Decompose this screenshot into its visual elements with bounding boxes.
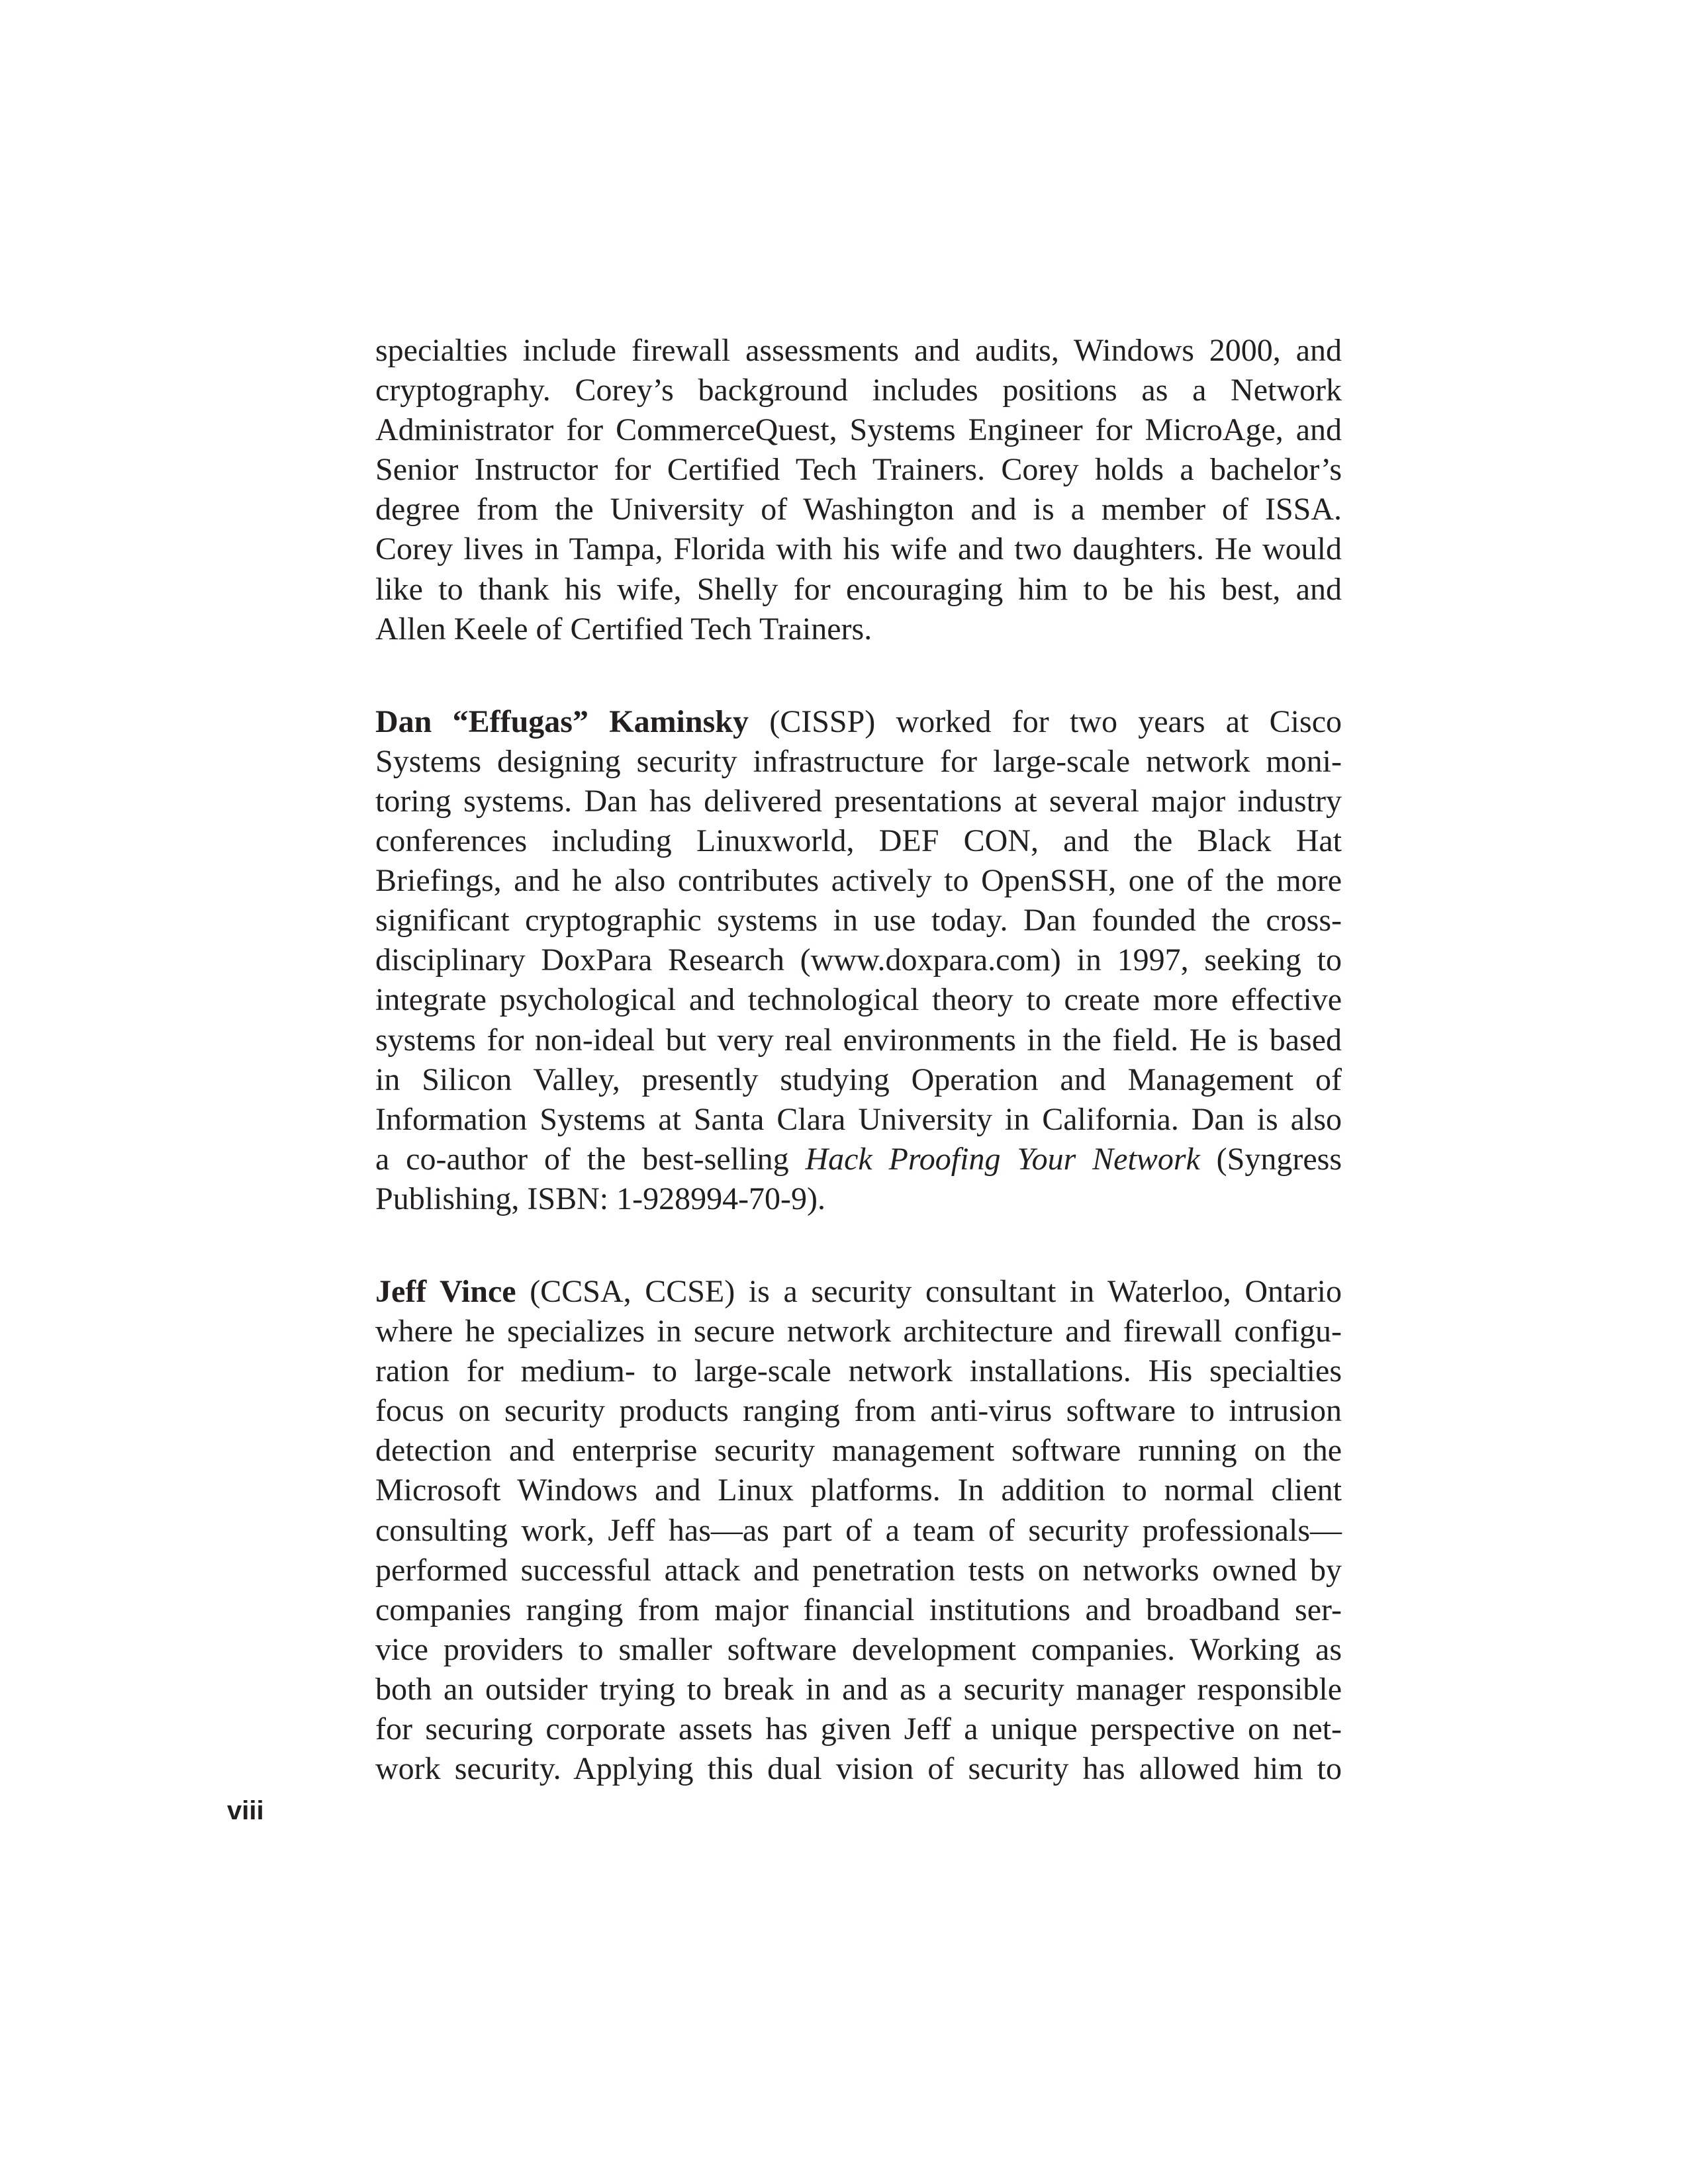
author-name: Dan “Effugas” Kaminsky bbox=[375, 704, 749, 739]
text-run: (CCSA, CCSE) is a security consultant in Waterloo, Ontario bbox=[516, 1273, 1342, 1309]
text-line: where he specializes in secure network architecture and firewall configu- bbox=[375, 1314, 1342, 1349]
text-line: like to thank his wife, Shelly for encouraging him to be his best, and bbox=[375, 571, 1342, 607]
text-line bbox=[375, 1140, 1342, 1179]
text-line: Briefings, and he also contributes actively to OpenSSH, one of the more bbox=[375, 863, 1342, 899]
text-line: disciplinary DoxPara Research (www.doxpara.com) in 1997, seeking to bbox=[375, 942, 1342, 978]
text-line: Information Systems at Santa Clara University in California. Dan is also bbox=[375, 1101, 1342, 1137]
text-line: Allen Keele of Certified Tech Trainers. bbox=[375, 611, 872, 647]
bio-dan-kaminsky bbox=[375, 702, 1342, 1219]
text-line: in Silicon Valley, presently studying Operation and Management of bbox=[375, 1062, 1342, 1097]
text-line: consulting work, Jeff has—as part of a team of security professionals— bbox=[375, 1512, 1342, 1548]
text-line: Corey lives in Tampa, Florida with his wife and two daughters. He would bbox=[375, 531, 1342, 567]
text-line: Microsoft Windows and Linux platforms. In addition to normal client bbox=[375, 1473, 1342, 1508]
text-line: conferences including Linuxworld, DEF CON, and the Black Hat bbox=[375, 823, 1342, 859]
page-body bbox=[375, 331, 1342, 1789]
text-line: for securing corporate assets has given Jeff a unique perspective on net- bbox=[375, 1711, 1342, 1747]
text-line: work security. Applying this dual vision of security has allowed him to bbox=[375, 1751, 1342, 1787]
text-line: detection and enterprise security management software running on the bbox=[375, 1433, 1342, 1469]
text-line: both an outsider trying to break in and as a security manager responsible bbox=[375, 1671, 1342, 1707]
text-line: performed successful attack and penetration tests on networks owned by bbox=[375, 1552, 1342, 1588]
book-title: Hack Proofing Your Network bbox=[805, 1141, 1200, 1177]
text-line: toring systems. Dan has delivered presentations at several major industry bbox=[375, 783, 1342, 819]
text-line: degree from the University of Washington and is a member of ISSA. bbox=[375, 492, 1342, 527]
text-line bbox=[375, 702, 1342, 742]
bio-jeff-vince bbox=[375, 1272, 1342, 1789]
author-name: Jeff Vince bbox=[375, 1273, 516, 1309]
text-line: companies ranging from major financial institutions and broadband ser- bbox=[375, 1592, 1342, 1627]
text-line: Administrator for CommerceQuest, Systems Engineer for MicroAge, and bbox=[375, 412, 1342, 448]
text-line: ration for medium- to large-scale network installations. His specialties bbox=[375, 1353, 1342, 1389]
text-line: systems for non-ideal but very real environments in the field. He is based bbox=[375, 1022, 1342, 1058]
page-number: viii bbox=[227, 1796, 264, 1825]
text-line bbox=[375, 1272, 1342, 1312]
text-line: specialties include firewall assessments and audits, Windows 2000, and bbox=[375, 333, 1342, 368]
text-run: a co-author of the best-selling bbox=[375, 1141, 806, 1177]
text-line: focus on security products ranging from anti-virus software to intrusion bbox=[375, 1393, 1342, 1429]
bio-corey bbox=[375, 331, 1342, 649]
text-line: Publishing, ISBN: 1-928994-70-9). bbox=[375, 1181, 826, 1216]
text-run: (Syngress bbox=[1199, 1141, 1342, 1177]
text-line: Senior Instructor for Certified Tech Trainers. Corey holds a bachelor’s bbox=[375, 452, 1342, 488]
text-line: Systems designing security infrastructure for large-scale network moni- bbox=[375, 743, 1342, 779]
text-line: vice providers to smaller software development companies. Working as bbox=[375, 1631, 1342, 1667]
text-line: cryptography. Corey’s background includes positions as a Network bbox=[375, 373, 1342, 408]
text-run: (CISSP) worked for two years at Cisco bbox=[748, 704, 1342, 739]
text-line: significant cryptographic systems in use today. Dan founded the cross- bbox=[375, 903, 1342, 938]
text-line: integrate psychological and technological theory to create more effective bbox=[375, 982, 1342, 1018]
